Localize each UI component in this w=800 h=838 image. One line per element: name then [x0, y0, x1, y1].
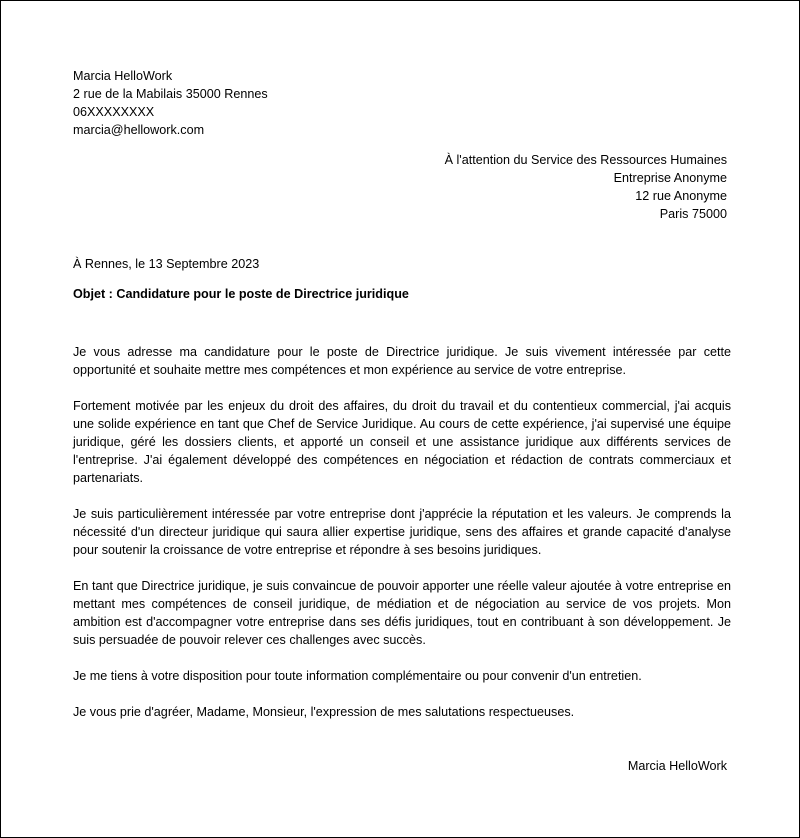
body-paragraph: Fortement motivée par les enjeux du droit des affaires, du droit du travail et du contentieux commercial, j'ai acquis une solide expérience en tant que Chef de Service Juridique. Au cours de cette expérience, j'ai supervisé une équipe juridique, géré les dossiers clients, et apporté un conseil et une assistance juridique aux différents services de l'entreprise. J'ai également développé des compétences en négociation et rédaction de contrats commerciaux et partenariats. [73, 399, 731, 485]
recipient-city: Paris 75000 [659, 207, 727, 221]
date-line: À Rennes, le 13 Septembre 2023 [73, 257, 260, 271]
sender-phone: 06XXXXXXXX [73, 105, 155, 119]
recipient-block [445, 151, 727, 223]
recipient-company: Entreprise Anonyme [613, 171, 727, 185]
signature: Marcia HelloWork [627, 759, 727, 773]
body-paragraph: Je vous prie d'agréer, Madame, Monsieur, l'expression de mes salutations respectueuses. [73, 705, 575, 719]
letter-body [73, 343, 731, 721]
sender-block [73, 67, 268, 139]
body-paragraph: Je me tiens à votre disposition pour toute information complémentaire ou pour convenir d'un entretien. [73, 669, 642, 683]
body-paragraph: En tant que Directrice juridique, je suis convaincue de pouvoir apporter une réelle valeur ajoutée à votre entreprise en mettant mes compétences de conseil juridique, de médiation et de négociation au service de vos projets. Mon ambition est d'accompagner votre entreprise dans ses défis juridiques, tout en contribuant à son développement. Je suis persuadée de pouvoir relever ces challenges avec succès. [73, 579, 731, 647]
recipient-street: 12 rue Anonyme [635, 189, 727, 203]
recipient-attention: À l'attention du Service des Ressources Humaines [444, 153, 727, 167]
subject-line: Objet : Candidature pour le poste de Directrice juridique [73, 287, 409, 301]
sender-name: Marcia HelloWork [73, 69, 173, 83]
sender-address: 2 rue de la Mabilais 35000 Rennes [73, 87, 268, 101]
body-paragraph: Je suis particulièrement intéressée par votre entreprise dont j'apprécie la réputation et les valeurs. Je comprends la nécessité d'un directeur juridique qui saura allier expertise juridique, sens des affaires et grande capacité d'analyse pour soutenir la croissance de votre entreprise et répondre à ses besoins juridiques. [73, 507, 731, 557]
sender-email: marcia@hellowork.com [73, 123, 205, 137]
body-paragraph: Je vous adresse ma candidature pour le poste de Directrice juridique. Je suis vivement intéressée par cette opportunité et souhaite mettre mes compétences et mon expérience au service de votre entreprise. [73, 345, 731, 377]
